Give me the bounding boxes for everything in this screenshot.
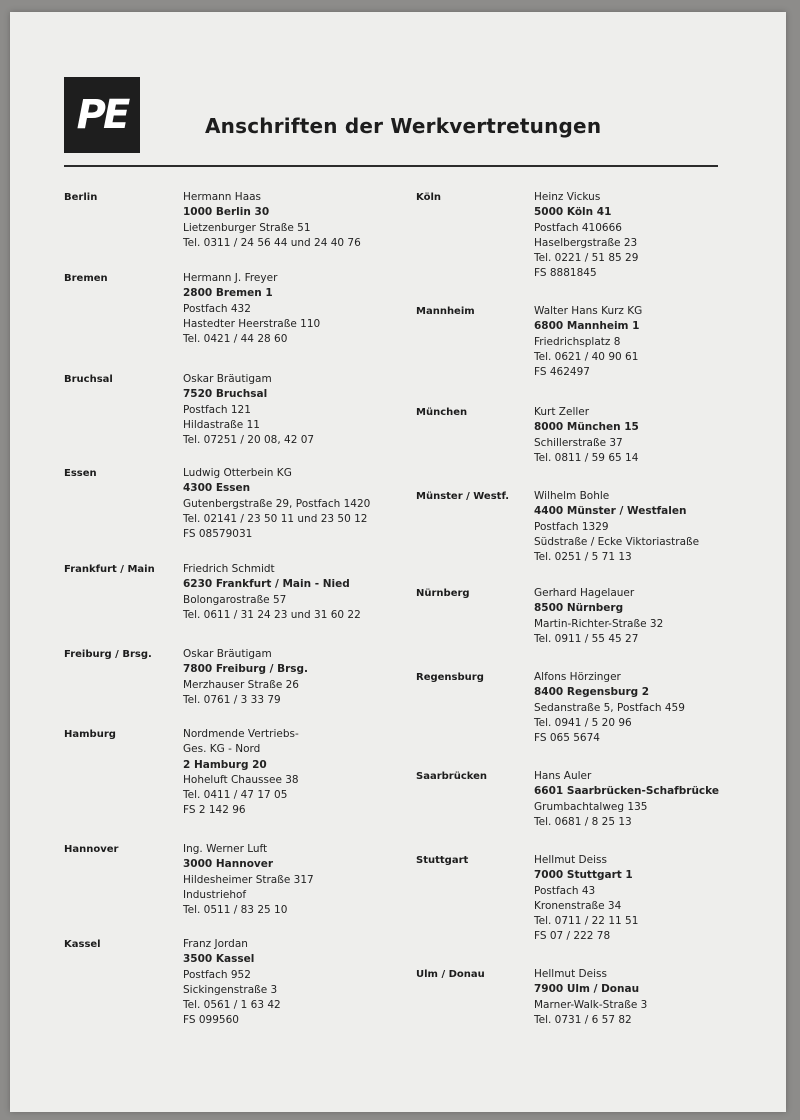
address-line: Tel. 0711 / 22 11 51 xyxy=(534,915,639,928)
contact-name: Hellmut Deiss xyxy=(534,968,607,980)
address-block xyxy=(183,372,314,448)
postal-city: 2 Hamburg 20 xyxy=(183,758,267,771)
address-line: Ges. KG - Nord xyxy=(183,743,261,756)
city-label: Mannheim xyxy=(416,306,475,317)
address-line: Kronenstraße 34 xyxy=(534,899,622,912)
address-line: FS 065 5674 xyxy=(534,732,600,745)
city-label: Hannover xyxy=(64,844,119,855)
address-line: Tel. 0221 / 51 85 29 xyxy=(534,252,639,265)
city-label: Kassel xyxy=(64,939,101,950)
address-line: Merzhauser Straße 26 xyxy=(183,678,299,691)
address-line: Sickingenstraße 3 xyxy=(183,983,278,996)
address-line: Tel. 0811 / 59 65 14 xyxy=(534,451,639,464)
company-logo xyxy=(64,77,140,153)
address-line: Tel. 0421 / 44 28 60 xyxy=(183,333,288,346)
city-label: Berlin xyxy=(64,192,98,203)
header-divider xyxy=(64,165,718,167)
postal-city: 8500 Nürnberg xyxy=(534,602,624,615)
address-block xyxy=(534,586,663,647)
postal-city: 6800 Mannheim 1 xyxy=(534,320,640,333)
address-line: Tel. 0681 / 8 25 13 xyxy=(534,815,632,828)
postal-city: 4300 Essen xyxy=(183,482,251,495)
postal-city: 7000 Stuttgart 1 xyxy=(534,869,633,882)
address-line: Hildastraße 11 xyxy=(183,418,260,431)
address-line: Postfach 43 xyxy=(534,884,596,897)
postal-city: 7900 Ulm / Donau xyxy=(534,983,640,996)
postal-city: 3000 Hannover xyxy=(183,858,274,871)
city-label: Frankfurt / Main xyxy=(64,564,155,575)
address-line: Schillerstraße 37 xyxy=(534,436,623,449)
city-label: Stuttgart xyxy=(416,855,469,866)
address-line: Postfach 121 xyxy=(183,403,251,416)
city-label: Köln xyxy=(416,192,441,203)
address-line: Friedrichsplatz 8 xyxy=(534,335,621,348)
city-label: Essen xyxy=(64,468,97,479)
city-label: Regensburg xyxy=(416,672,484,683)
address-line: Tel. 0761 / 3 33 79 xyxy=(183,693,281,706)
postal-city: 4400 Münster / Westfalen xyxy=(534,505,687,518)
contact-name: Hermann Haas xyxy=(183,191,262,203)
contact-name: Ludwig Otterbein KG xyxy=(183,467,292,479)
postal-city: 2800 Bremen 1 xyxy=(183,287,273,300)
address-line: FS 462497 xyxy=(534,366,590,379)
address-block xyxy=(183,727,299,819)
address-line: Gutenbergstraße 29, Postfach 1420 xyxy=(183,497,371,510)
address-line: Postfach 410666 xyxy=(534,221,622,234)
address-block xyxy=(183,190,361,251)
address-line: Postfach 432 xyxy=(183,302,251,315)
postal-city: 1000 Berlin 30 xyxy=(183,206,270,219)
contact-name: Ing. Werner Luft xyxy=(183,843,268,855)
address-line: Tel. 0731 / 6 57 82 xyxy=(534,1013,632,1026)
city-label: Münster / Westf. xyxy=(416,491,510,502)
address-block xyxy=(183,937,281,1029)
address-block xyxy=(183,466,370,542)
address-block xyxy=(534,304,642,380)
address-line: Martin-Richter-Straße 32 xyxy=(534,617,664,630)
address-line: FS 08579031 xyxy=(183,528,253,541)
address-block xyxy=(534,489,699,565)
address-line: Tel. 0621 / 40 90 61 xyxy=(534,350,639,363)
address-line: Grumbachtalweg 135 xyxy=(534,800,648,813)
contact-name: Franz Jordan xyxy=(183,938,248,950)
contact-name: Alfons Hörzinger xyxy=(534,671,621,683)
address-line: Tel. 0511 / 83 25 10 xyxy=(183,904,288,917)
contact-name: Hans Auler xyxy=(534,770,592,782)
address-line: Tel. 0941 / 5 20 96 xyxy=(534,716,632,729)
address-block xyxy=(534,670,685,746)
address-block xyxy=(183,647,308,708)
address-block xyxy=(183,271,320,347)
address-line: Postfach 952 xyxy=(183,968,251,981)
contact-name: Kurt Zeller xyxy=(534,406,590,418)
address-line: Tel. 02141 / 23 50 11 und 23 50 12 xyxy=(183,512,368,525)
city-label: Hamburg xyxy=(64,729,116,740)
city-label: München xyxy=(416,407,468,418)
address-line: FS 07 / 222 78 xyxy=(534,930,611,943)
city-label: Saarbrücken xyxy=(416,771,488,782)
contact-name: Hermann J. Freyer xyxy=(183,272,278,284)
address-line: Postfach 1329 xyxy=(534,520,609,533)
address-line: Industriehof xyxy=(183,888,247,901)
address-line: FS 2 142 96 xyxy=(183,804,246,817)
address-line: Tel. 0251 / 5 71 13 xyxy=(534,551,632,564)
city-label: Freiburg / Brsg. xyxy=(64,649,152,660)
city-label: Bremen xyxy=(64,273,108,284)
address-line: Tel. 0411 / 47 17 05 xyxy=(183,789,288,802)
postal-city: 8400 Regensburg 2 xyxy=(534,686,650,699)
address-line: Marner-Walk-Straße 3 xyxy=(534,998,648,1011)
address-block xyxy=(534,190,638,282)
postal-city: 7800 Freiburg / Brsg. xyxy=(183,663,309,676)
postal-city: 7520 Bruchsal xyxy=(183,388,268,401)
postal-city: 6230 Frankfurt / Main - Nied xyxy=(183,578,350,591)
contact-name: Hellmut Deiss xyxy=(534,854,607,866)
postal-city: 3500 Kassel xyxy=(183,953,255,966)
address-line: Sedanstraße 5, Postfach 459 xyxy=(534,701,685,714)
address-line: Südstraße / Ecke Viktoriastraße xyxy=(534,535,700,548)
address-line: Tel. 0611 / 31 24 23 und 31 60 22 xyxy=(183,608,361,621)
contact-name: Wilhelm Bohle xyxy=(534,490,610,502)
address-block xyxy=(534,967,647,1028)
contact-name: Heinz Vickus xyxy=(534,191,601,203)
address-block xyxy=(183,842,314,918)
address-line: Hastedter Heerstraße 110 xyxy=(183,317,321,330)
address-line: Haselbergstraße 23 xyxy=(534,236,638,249)
city-label: Bruchsal xyxy=(64,374,113,385)
address-line: Tel. 0911 / 55 45 27 xyxy=(534,632,639,645)
address-line: Bolongarostraße 57 xyxy=(183,593,287,606)
contact-name: Gerhard Hagelauer xyxy=(534,587,635,599)
contact-name: Friedrich Schmidt xyxy=(183,563,275,575)
postal-city: 6601 Saarbrücken-Schafbrücke xyxy=(534,785,719,798)
page-title: Anschriften der Werkvertretungen xyxy=(205,114,602,138)
address-line: Tel. 0311 / 24 56 44 und 24 40 76 xyxy=(183,236,361,249)
logo-text: PE xyxy=(76,92,128,138)
address-block xyxy=(534,405,639,466)
address-line: Lietzenburger Straße 51 xyxy=(183,221,311,234)
address-line: Hoheluft Chaussee 38 xyxy=(183,773,299,786)
postal-city: 5000 Köln 41 xyxy=(534,206,612,219)
address-line: Tel. 0561 / 1 63 42 xyxy=(183,999,281,1012)
contact-name: Oskar Bräutigam xyxy=(183,373,272,385)
address-block xyxy=(534,853,638,945)
contact-name: Nordmende Vertriebs- xyxy=(183,728,299,740)
contact-name: Walter Hans Kurz KG xyxy=(534,305,643,317)
postal-city: 8000 München 15 xyxy=(534,421,639,434)
address-block xyxy=(183,562,361,623)
address-line: FS 099560 xyxy=(183,1014,239,1027)
address-line: Tel. 07251 / 20 08, 42 07 xyxy=(183,434,315,447)
city-label: Nürnberg xyxy=(416,588,470,599)
address-block xyxy=(534,769,719,830)
contact-name: Oskar Bräutigam xyxy=(183,648,272,660)
address-line: Hildesheimer Straße 317 xyxy=(183,873,314,886)
address-line: FS 8881845 xyxy=(534,267,597,280)
city-label: Ulm / Donau xyxy=(416,969,485,980)
